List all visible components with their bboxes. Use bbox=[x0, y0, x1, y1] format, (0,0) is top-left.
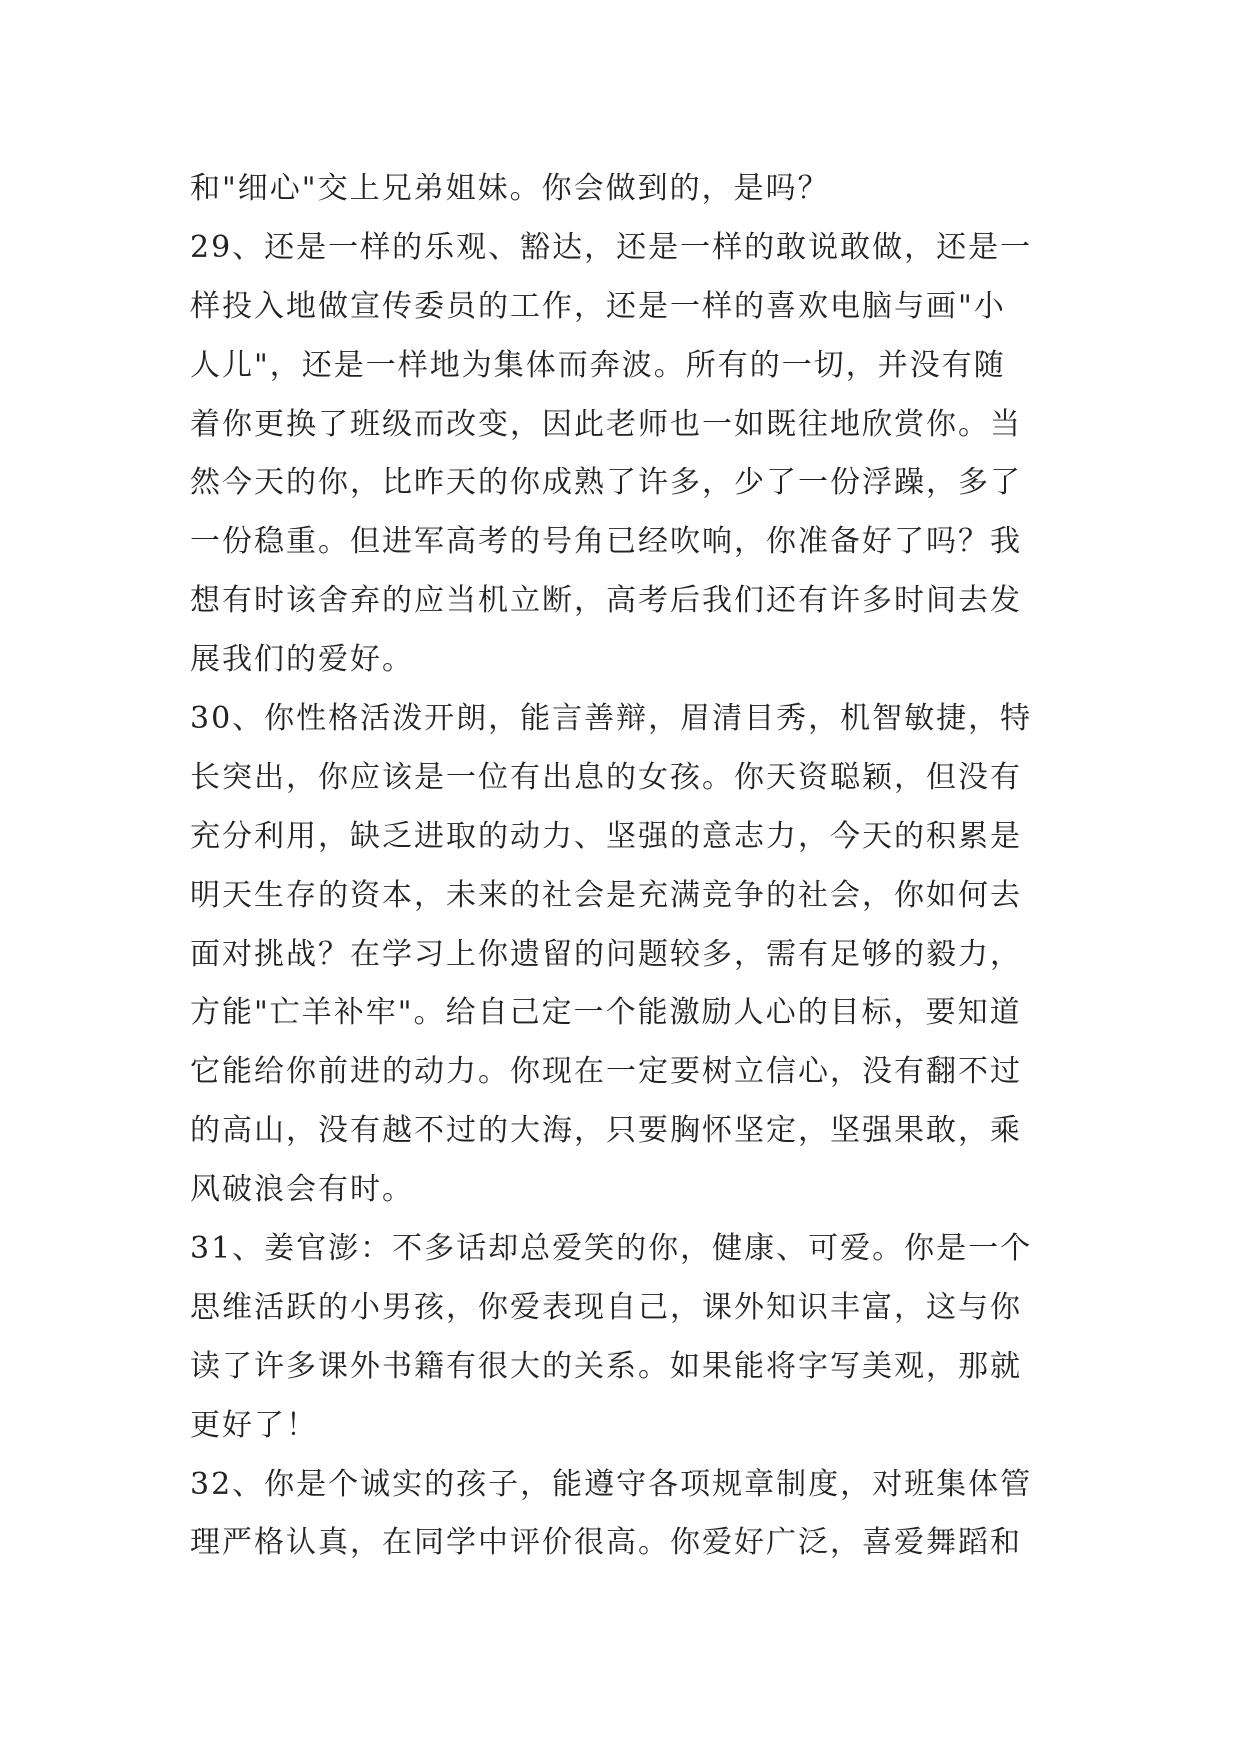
text-line: 方能"亡羊补牢"。给自己定一个能激励人心的目标，要知道 bbox=[190, 995, 1022, 1031]
text-line: 明天生存的资本，未来的社会是充满竞争的社会，你如何去 bbox=[190, 877, 1022, 913]
text-line: 风破浪会有时。 bbox=[190, 1172, 414, 1208]
text-line: 它能给你前进的动力。你现在一定要树立信心，没有翻不过 bbox=[190, 1054, 1022, 1090]
text-line: 想有时该舍弃的应当机立断，高考后我们还有许多时间去发 bbox=[190, 583, 1022, 619]
text-line: 面对挑战？在学习上你遗留的问题较多，需有足够的毅力， bbox=[190, 936, 1022, 972]
text-line: 一份稳重。但进军高考的号角已经吹响，你准备好了吗？我 bbox=[190, 524, 1022, 560]
text-line: 31、姜官澎：不多话却总爱笑的你，健康、可爱。你是一个 bbox=[190, 1231, 1033, 1267]
text-line: 长突出，你应该是一位有出息的女孩。你天资聪颖，但没有 bbox=[190, 759, 1022, 795]
text-line: 理严格认真，在同学中评价很高。你爱好广泛，喜爱舞蹈和 bbox=[190, 1525, 1022, 1561]
text-line: 读了许多课外书籍有很大的关系。如果能将字写美观，那就 bbox=[190, 1348, 1022, 1384]
text-line: 展我们的爱好。 bbox=[190, 642, 414, 678]
text-line: 30、你性格活泼开朗，能言善辩，眉清目秀，机智敏捷，特 bbox=[190, 701, 1033, 737]
text-line: 样投入地做宣传委员的工作，还是一样的喜欢电脑与画"小 bbox=[190, 288, 1006, 324]
document-body bbox=[190, 160, 1070, 1573]
text-line: 着你更换了班级而改变，因此老师也一如既往地欣赏你。当 bbox=[190, 406, 1022, 442]
text-line: 思维活跃的小男孩，你爱表现自己，课外知识丰富，这与你 bbox=[190, 1289, 1022, 1325]
text-line: 人儿"，还是一样地为集体而奔波。所有的一切，并没有随 bbox=[190, 347, 1006, 383]
text-line: 29、还是一样的乐观、豁达，还是一样的敢说敢做，还是一 bbox=[190, 229, 1033, 265]
text-line: 的高山，没有越不过的大海，只要胸怀坚定，坚强果敢，乘 bbox=[190, 1113, 1022, 1149]
text-line: 32、你是个诚实的孩子，能遵守各项规章制度，对班集体管 bbox=[190, 1466, 1033, 1502]
text-line: 然今天的你，比昨天的你成熟了许多，少了一份浮躁，多了 bbox=[190, 465, 1022, 501]
text-line: 充分利用，缺乏进取的动力、坚强的意志力，今天的积累是 bbox=[190, 818, 1022, 854]
text-line: 更好了！ bbox=[190, 1407, 318, 1443]
text-line: 和"细心"交上兄弟姐妹。你会做到的，是吗？ bbox=[190, 171, 830, 206]
